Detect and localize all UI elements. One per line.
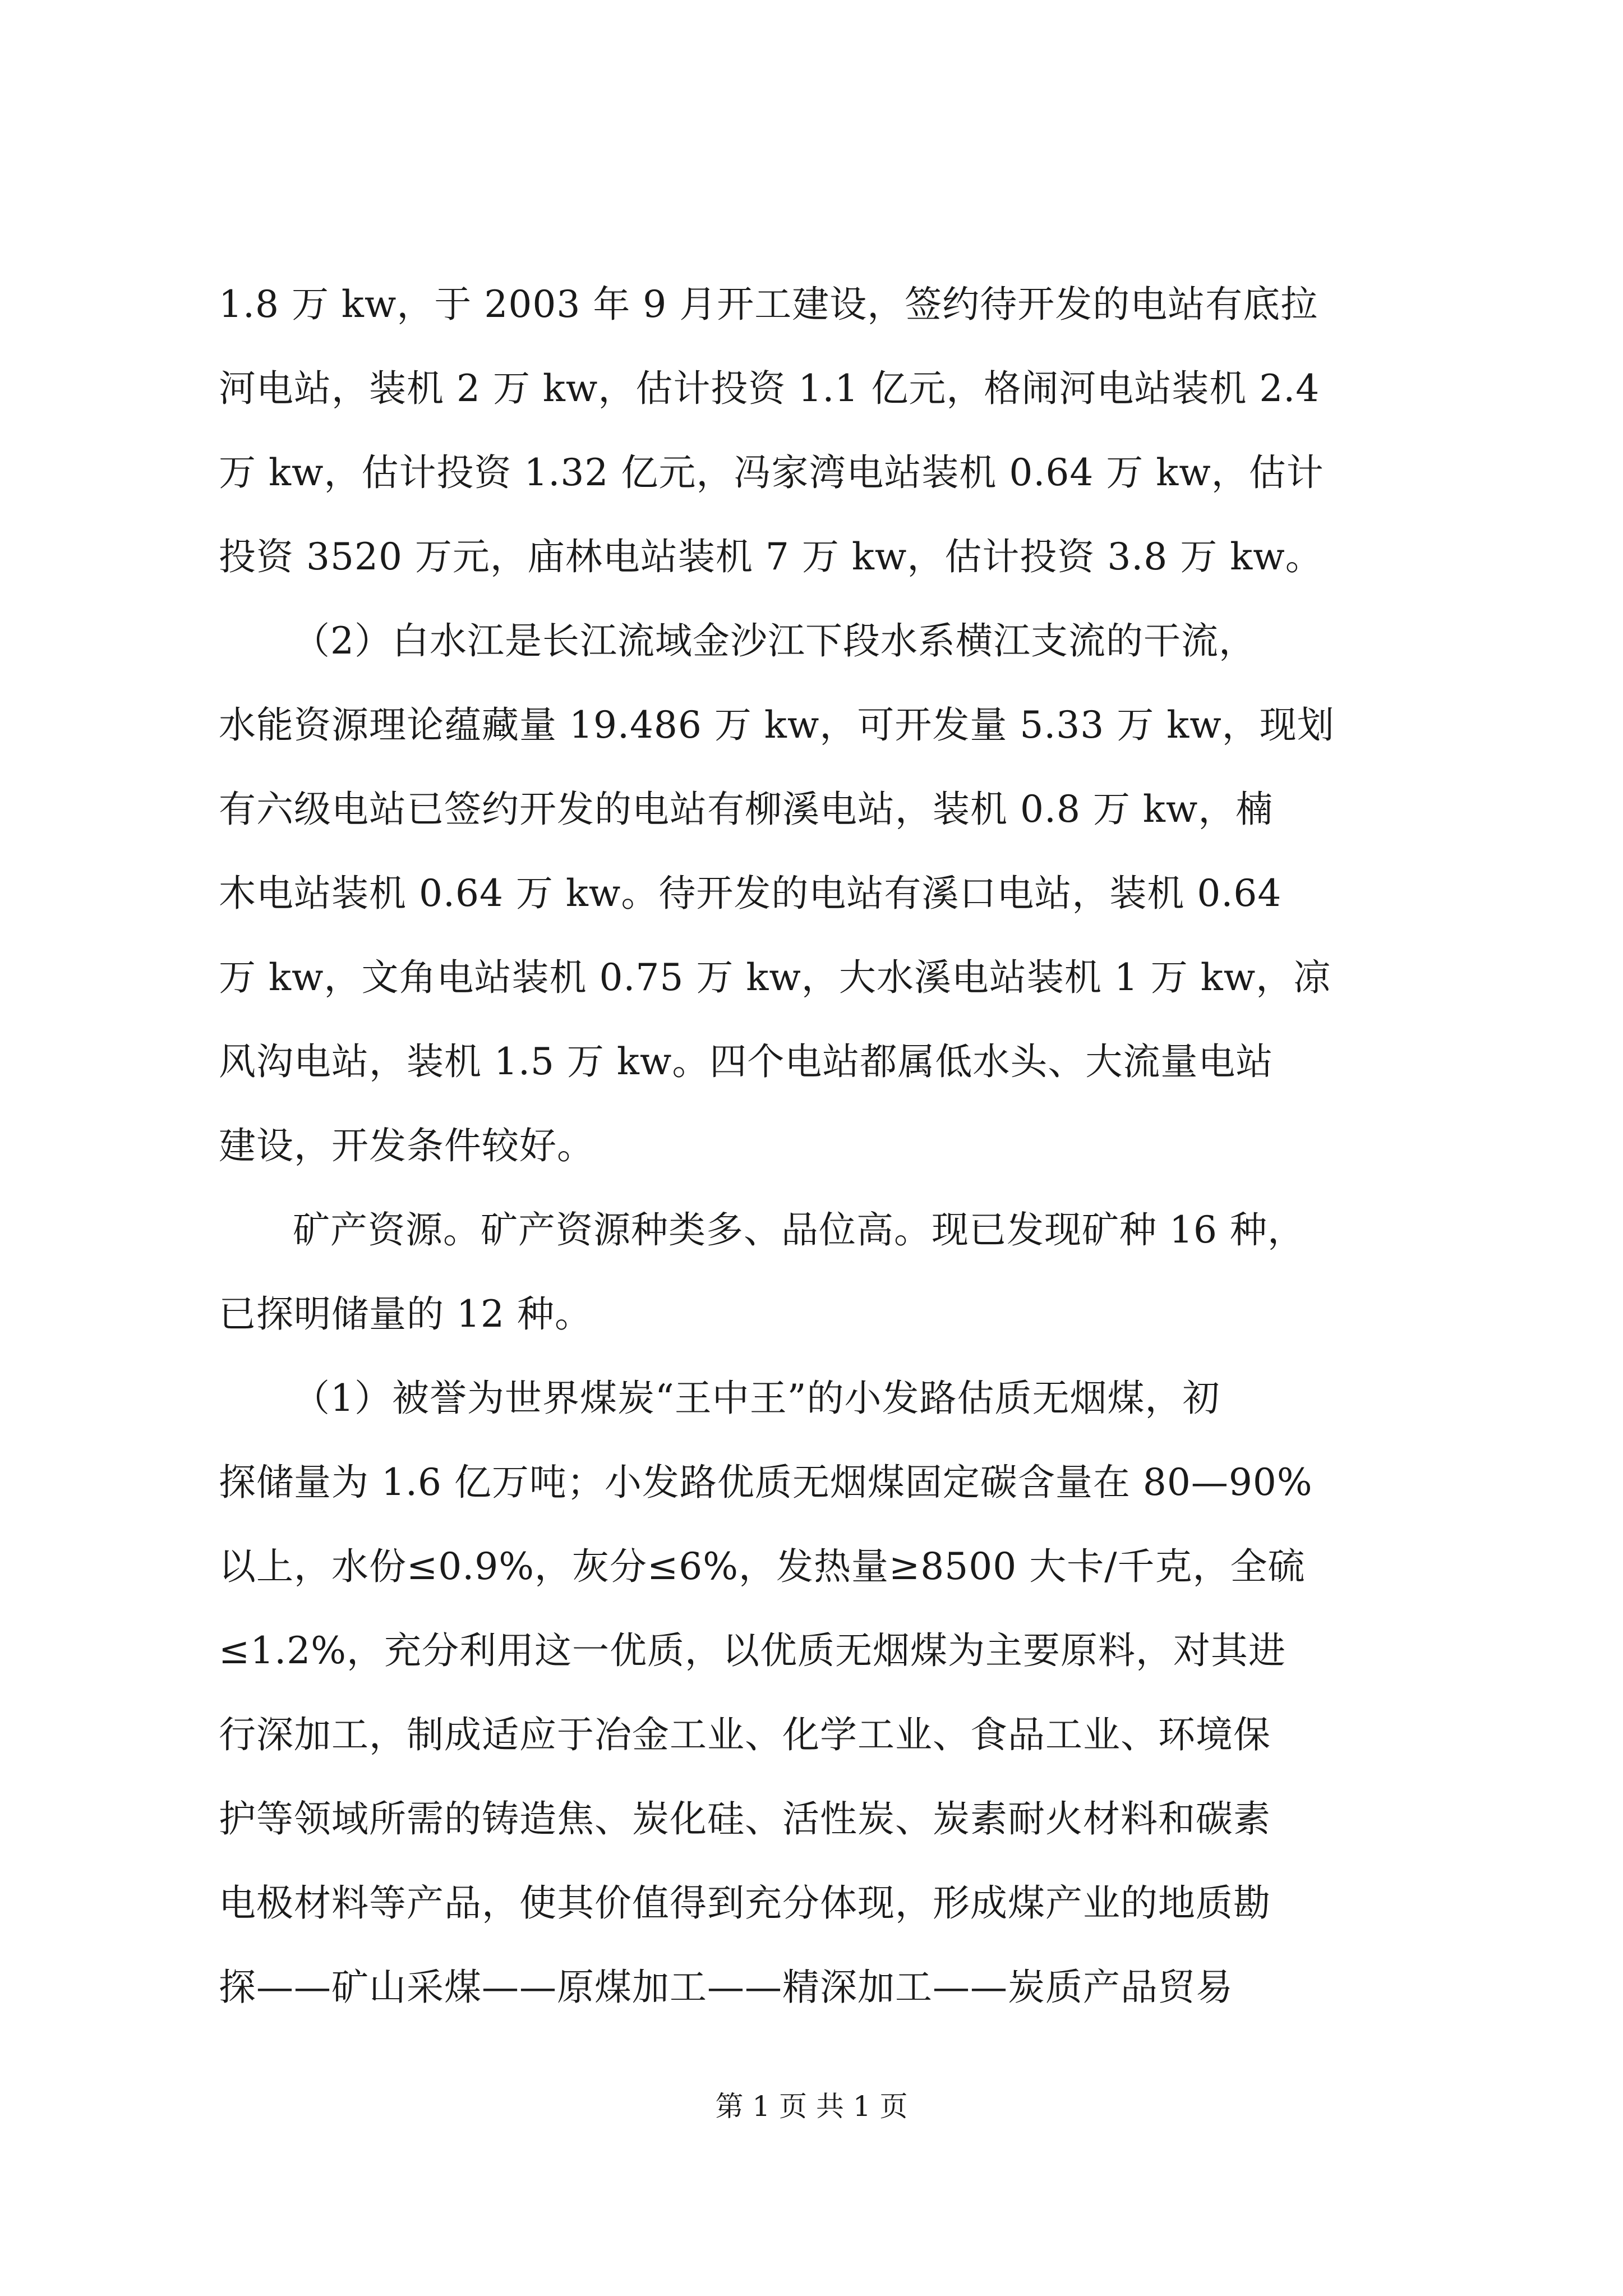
text-line: （1）被誉为世界煤炭“王中王”的小发路估质无烟煤，初	[293, 1377, 1220, 1420]
text-line: 行深加工，制成适应于冶金工业、化学工业、食品工业、环境保	[219, 1713, 1271, 1756]
text-line: 探储量为 1.6 亿万吨；小发路优质无烟煤固定碳含量在 80—90%	[219, 1461, 1313, 1504]
text-line: 风沟电站，装机 1.5 万 kw。四个电站都属低水头、大流量电站	[219, 1040, 1274, 1083]
text-line: 木电站装机 0.64 万 kw。待开发的电站有溪口电站，装机 0.64	[219, 872, 1282, 915]
text-line: 万 kw，文角电站装机 0.75 万 kw，大水溪电站装机 1 万 kw，凉	[219, 956, 1331, 999]
text-line: 万 kw，估计投资 1.32 亿元，冯家湾电站装机 0.64 万 kw，估计	[219, 451, 1324, 494]
text-line: 建设，开发条件较好。	[219, 1124, 594, 1167]
body-text	[219, 263, 1413, 2030]
text-line: 电极材料等产品，使其价值得到充分体现，形成煤产业的地质勘	[219, 1881, 1271, 1925]
text-line: 护等领域所需的铸造焦、炭化硅、活性炭、炭素耐火材料和碳素	[219, 1797, 1271, 1841]
text-line: 水能资源理论蕴藏量 19.486 万 kw，可开发量 5.33 万 kw，现划	[219, 703, 1335, 747]
text-line: 矿产资源。矿产资源种类多、品位高。现已发现矿种 16 种，	[293, 1208, 1305, 1251]
text-line: 探——矿山采煤——原煤加工——精深加工——炭质产品贸易	[219, 1966, 1233, 2009]
text-line: 以上，水份≤0.9%，灰分≤6%，发热量≥8500 大卡/千克，全硫	[219, 1545, 1306, 1588]
text-line: （2）白水江是长江流域金沙江下段水系横江支流的干流，	[293, 619, 1256, 662]
text-line: 投资 3520 万元，庙林电站装机 7 万 kw，估计投资 3.8 万 kw。	[219, 535, 1323, 578]
text-line: 有六级电站已签约开发的电站有柳溪电站，装机 0.8 万 kw，楠	[219, 788, 1274, 831]
text-line: ≤1.2%，充分利用这一优质，以优质无烟煤为主要原料，对其进	[219, 1629, 1286, 1672]
text-line: 已探明储量的 12 种。	[219, 1292, 592, 1336]
page-footer: 第 1 页 共 1 页	[715, 2090, 908, 2123]
text-line: 1.8 万 kw，于 2003 年 9 月开工建设，签约待开发的电站有底拉	[219, 283, 1318, 326]
text-line: 河电站，装机 2 万 kw，估计投资 1.1 亿元，格闹河电站装机 2.4	[219, 367, 1320, 410]
